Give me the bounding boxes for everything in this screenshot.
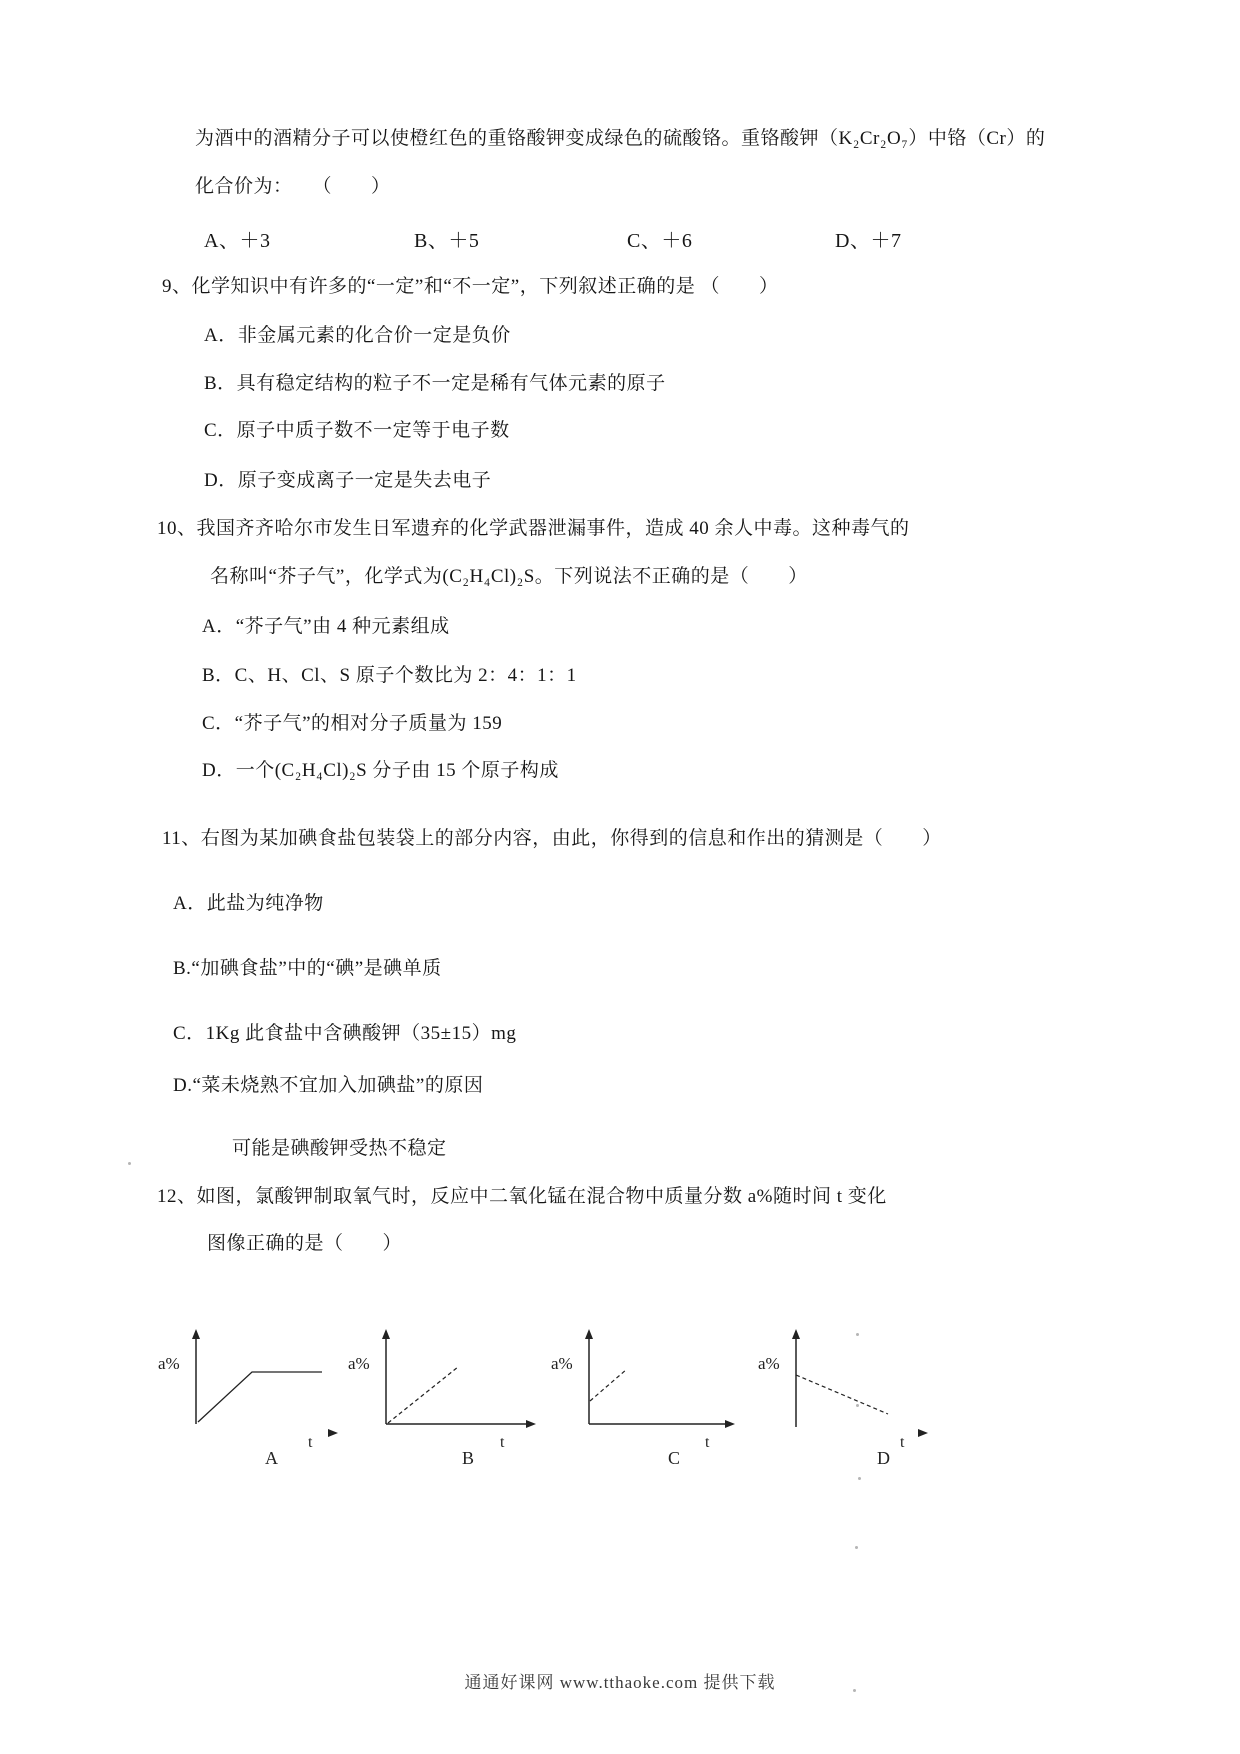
y-axis-label: a% <box>348 1354 370 1373</box>
scan-artifact-dot <box>855 1546 858 1549</box>
q12-graph-c <box>543 1325 743 1455</box>
y-axis-arrow-icon <box>585 1329 593 1339</box>
q11-option-b: B.“加碘食盐”中的“碘”是碘单质 <box>173 958 442 979</box>
q12-stem-line-2: 图像正确的是（ ） <box>207 1233 403 1254</box>
q10-stem-line-1: 10、我国齐齐哈尔市发生日军遗弃的化学武器泄漏事件，造成 40 余人中毒。这种毒气的 <box>157 518 910 539</box>
x-axis-arrow-icon <box>328 1429 338 1437</box>
curve-line <box>198 1372 322 1422</box>
y-axis-arrow-icon <box>792 1329 800 1339</box>
q12-graph-a <box>150 1325 350 1455</box>
q8-option-b: B、＋5 <box>414 230 480 252</box>
scan-artifact-dot <box>856 1333 859 1336</box>
curve-line <box>388 1367 458 1423</box>
q11-stem: 11、右图为某加碘食盐包装袋上的部分内容，由此，你得到的信息和作出的猜测是（ ） <box>162 828 942 849</box>
q9-stem: 9、化学知识中有许多的“一定”和“不一定”，下列叙述正确的是 （ ） <box>162 276 779 297</box>
q9-option-d: D．原子变成离子一定是失去电子 <box>204 470 492 491</box>
q8-option-c: C、＋6 <box>627 230 693 252</box>
x-axis-arrow-icon <box>526 1420 536 1428</box>
q12-graph-b-label: B <box>462 1448 475 1468</box>
scan-artifact-dot <box>858 1477 861 1480</box>
curve-line <box>590 1369 627 1401</box>
q8-stem-line-1: 为酒中的酒精分子可以使橙红色的重铬酸钾变成绿色的硫酸铬。重铬酸钾（K₂Cr₂O₇）中铬（Cr）的 <box>195 128 1046 149</box>
y-axis-arrow-icon <box>192 1329 200 1339</box>
q10-option-a: A．“芥子气”由 4 种元素组成 <box>202 616 450 637</box>
q9-option-b: B．具有稳定结构的粒子不一定是稀有气体元素的原子 <box>204 373 666 394</box>
y-axis-label: a% <box>158 1354 180 1373</box>
q10-option-b: B．C、H、Cl、S 原子个数比为 2：4：1：1 <box>202 665 577 686</box>
q11-option-a: A．此盐为纯净物 <box>173 893 324 914</box>
y-axis-label: a% <box>551 1354 573 1373</box>
footer-watermark: 通通好课网 www.tthaoke.com 提供下载 <box>464 1673 776 1692</box>
x-axis-label: t <box>705 1434 710 1451</box>
q8-stem-line-2: 化合价为： （ ） <box>195 176 391 197</box>
scan-artifact-dot <box>856 1404 859 1407</box>
q12-graph-d-label: D <box>877 1448 890 1468</box>
y-axis-label: a% <box>758 1354 780 1373</box>
q11-option-c: C．1Kg 此食盐中含碘酸钾（35±15）mg <box>173 1023 517 1044</box>
scan-artifact-dot <box>128 1162 131 1165</box>
q12-graph-a-label: A <box>265 1448 278 1468</box>
q12-graph-d <box>750 1325 950 1455</box>
q10-stem-line-2: 名称叫“芥子气”，化学式为(C₂H₄Cl)₂S。下列说法不正确的是（ ） <box>210 566 808 587</box>
q8-option-a: A、＋3 <box>204 230 271 252</box>
q12-graph-b <box>340 1325 540 1455</box>
q11-option-d-continuation: 可能是碘酸钾受热不稳定 <box>232 1138 447 1159</box>
q12-graph-c-label: C <box>668 1448 681 1468</box>
q12-stem-line-1: 12、如图，氯酸钾制取氧气时，反应中二氧化锰在混合物中质量分数 a%随时间 t 变化 <box>157 1186 887 1207</box>
curve-line <box>796 1375 888 1414</box>
y-axis-arrow-icon <box>382 1329 390 1339</box>
q8-option-d: D、＋7 <box>835 230 902 252</box>
q9-option-c: C．原子中质子数不一定等于电子数 <box>204 420 510 441</box>
q10-option-c: C．“芥子气”的相对分子质量为 159 <box>202 713 503 734</box>
q10-option-d: D．一个(C₂H₄Cl)₂S 分子由 15 个原子构成 <box>202 760 559 781</box>
x-axis-label: t <box>308 1434 313 1451</box>
q9-option-a: A．非金属元素的化合价一定是负价 <box>204 325 511 346</box>
x-axis-label: t <box>500 1434 505 1451</box>
x-axis-label: t <box>900 1434 905 1451</box>
x-axis-arrow-icon <box>918 1429 928 1437</box>
q11-option-d: D.“菜未烧熟不宜加入加碘盐”的原因 <box>173 1075 484 1096</box>
x-axis-arrow-icon <box>725 1420 735 1428</box>
